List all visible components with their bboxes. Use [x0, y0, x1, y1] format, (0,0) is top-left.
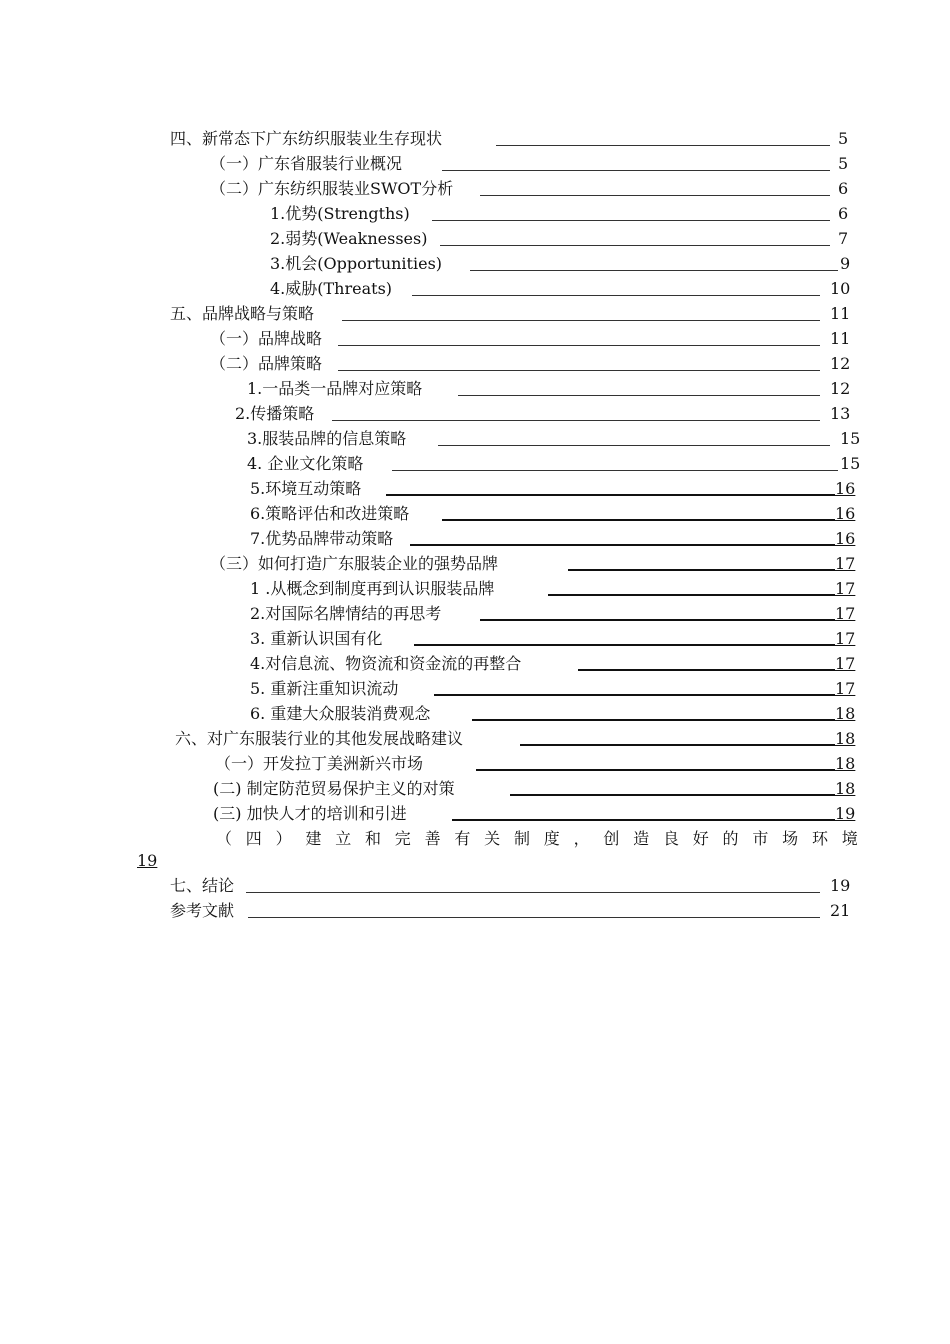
toc-leader-line — [480, 195, 830, 196]
toc-entry[interactable] — [0, 227, 950, 251]
toc-entry-page: 16 — [835, 529, 856, 548]
toc-entry[interactable] — [0, 802, 950, 826]
toc-leader-line — [434, 694, 835, 696]
toc-entry-label: 5.环境互动策略 — [250, 479, 362, 498]
toc-entry[interactable] — [0, 527, 950, 551]
toc-entry-label: （三）如何打造广东服装企业的强势品牌 — [210, 554, 499, 573]
toc-entry[interactable] — [0, 327, 950, 351]
toc-entry-page: 15 — [840, 429, 861, 448]
toc-entry-page: 5 — [838, 129, 849, 148]
toc-entry-page: 11 — [830, 304, 851, 323]
toc-leader-line — [410, 544, 835, 546]
toc-leader-line — [458, 395, 820, 396]
toc-entry-page: 19 — [830, 876, 851, 895]
toc-entry[interactable] — [0, 827, 950, 851]
toc-entry-label: （ 四 ） 建 立 和 完 善 有 关 制 度 ， 创 造 良 好 的 市 场 环 境 — [216, 829, 858, 848]
toc-entry-page: 21 — [830, 901, 851, 920]
toc-entry-page: 17 — [835, 629, 856, 648]
toc-leader-line — [442, 170, 830, 171]
toc-entry[interactable] — [0, 677, 950, 701]
toc-entry-label: 4.威胁(Threats) — [270, 279, 393, 298]
toc-entry-label: 6. 重建大众服装消费观念 — [250, 704, 431, 723]
toc-entry[interactable] — [0, 452, 950, 476]
toc-entry-label: 2.对国际名牌情结的再思考 — [250, 604, 442, 623]
toc-entry[interactable] — [0, 874, 950, 898]
toc-entry-label: （一）开发拉丁美洲新兴市场 — [215, 754, 424, 773]
toc-leader-line — [332, 420, 820, 421]
toc-entry[interactable] — [0, 727, 950, 751]
toc-leader-line — [470, 270, 838, 271]
toc-entry[interactable] — [0, 202, 950, 226]
toc-entry-page: 16 — [835, 479, 856, 498]
toc-entry[interactable] — [0, 502, 950, 526]
toc-leader-line — [496, 145, 830, 146]
toc-leader-line — [442, 519, 835, 521]
toc-entry-label: 参考文献 — [170, 901, 235, 920]
toc-entry-page: 15 — [840, 454, 861, 473]
toc-entry-page: 19 — [137, 851, 158, 870]
toc-leader-line — [472, 719, 835, 721]
toc-entry-label: 7.优势品牌带动策略 — [250, 529, 394, 548]
toc-entry-label: 1.一品类一品牌对应策略 — [247, 379, 423, 398]
toc-entry-page: 17 — [835, 604, 856, 623]
toc-leader-line — [414, 644, 835, 646]
toc-entry-label: 6.策略评估和改进策略 — [250, 504, 410, 523]
toc-entry-page: 18 — [835, 754, 856, 773]
toc-leader-line — [476, 769, 835, 771]
toc-entry-label: 四、新常态下广东纺织服装业生存现状 — [170, 129, 443, 148]
toc-entry-page: 12 — [830, 354, 851, 373]
toc-entry-label: 3.服装品牌的信息策略 — [247, 429, 407, 448]
toc-entry[interactable] — [0, 377, 950, 401]
toc-entry-page: 13 — [830, 404, 851, 423]
toc-entry-label: 六、对广东服装行业的其他发展战略建议 — [175, 729, 464, 748]
toc-entry-page: 17 — [835, 654, 856, 673]
toc-entry-label: (三) 加快人才的培训和引进 — [213, 804, 407, 823]
toc-entry-page: 17 — [835, 554, 856, 573]
toc-leader-line — [338, 345, 820, 346]
toc-leader-line — [412, 295, 820, 296]
toc-entry-page: 5 — [838, 154, 849, 173]
toc-leader-line — [248, 917, 820, 918]
toc-entry[interactable] — [0, 652, 950, 676]
toc-entry-page: 18 — [835, 729, 856, 748]
toc-entry-label: （一）广东省服装行业概况 — [210, 154, 403, 173]
toc-entry-label: 4. 企业文化策略 — [247, 454, 364, 473]
toc-entry-page: 11 — [830, 329, 851, 348]
toc-entry-page: 16 — [835, 504, 856, 523]
toc-entry-page: 18 — [835, 704, 856, 723]
toc-leader-line — [548, 594, 835, 596]
toc-leader-line — [510, 794, 835, 796]
toc-leader-line — [386, 494, 835, 496]
toc-entry[interactable] — [0, 302, 950, 326]
toc-entry[interactable] — [0, 427, 950, 451]
toc-entry-page: 6 — [838, 179, 849, 198]
toc-entry[interactable] — [0, 402, 950, 426]
toc-leader-line — [438, 445, 830, 446]
toc-entry[interactable] — [0, 177, 950, 201]
toc-entry-page: 6 — [838, 204, 849, 223]
toc-leader-line — [578, 669, 835, 671]
toc-entry[interactable] — [0, 899, 950, 923]
toc-entry-page: 17 — [835, 579, 856, 598]
toc-entry-page: 19 — [835, 804, 856, 823]
toc-entry-page: 18 — [835, 779, 856, 798]
toc-entry-label: 3.机会(Opportunities) — [270, 254, 443, 273]
toc-entry[interactable] — [0, 577, 950, 601]
toc-entry[interactable] — [0, 152, 950, 176]
toc-entry[interactable] — [0, 627, 950, 651]
toc-leader-line — [568, 569, 835, 571]
toc-leader-line — [246, 892, 820, 893]
toc-entry-label: （二）品牌策略 — [210, 354, 323, 373]
toc-entry-page: 12 — [830, 379, 851, 398]
toc-entry[interactable] — [0, 477, 950, 501]
toc-entry-label: 2.弱势(Weaknesses) — [270, 229, 428, 248]
toc-leader-line — [520, 744, 835, 746]
toc-entry-label: 五、品牌战略与策略 — [170, 304, 315, 323]
toc-entry-label: 1 .从概念到制度再到认识服装品牌 — [250, 579, 495, 598]
toc-entry[interactable] — [0, 127, 950, 151]
toc-entry-page: 10 — [830, 279, 851, 298]
toc-entry-label: 2.传播策略 — [235, 404, 315, 423]
toc-entry-page: 7 — [838, 229, 849, 248]
toc-entry[interactable] — [0, 702, 950, 726]
toc-entry-page: 17 — [835, 679, 856, 698]
toc-leader-line — [338, 370, 820, 371]
toc-leader-line — [480, 619, 835, 621]
toc-entry-page: 9 — [840, 254, 851, 273]
toc-entry-label: 3. 重新认识国有化 — [250, 629, 383, 648]
toc-entry[interactable] — [0, 277, 950, 301]
toc-entry[interactable] — [0, 552, 950, 576]
toc-leader-line — [432, 220, 830, 221]
toc-entry-label: 1.优势(Strengths) — [270, 204, 410, 223]
toc-entry-label: （一）品牌战略 — [210, 329, 323, 348]
toc-entry[interactable] — [0, 602, 950, 626]
toc-entry-label: 4.对信息流、物资流和资金流的再整合 — [250, 654, 522, 673]
toc-entry-label: （二）广东纺织服装业SWOT分析 — [210, 179, 454, 198]
toc-entry-label: 5. 重新注重知识流动 — [250, 679, 399, 698]
toc-leader-line — [392, 470, 838, 471]
toc-entry-label: (二) 制定防范贸易保护主义的对策 — [213, 779, 455, 798]
toc-entry[interactable] — [0, 252, 950, 276]
toc-leader-line — [440, 245, 830, 246]
toc-leader-line — [342, 320, 820, 321]
toc-leader-line — [452, 819, 835, 821]
toc-entry-label: 七、结论 — [170, 876, 235, 895]
toc-entry[interactable] — [0, 352, 950, 376]
toc-entry[interactable] — [0, 777, 950, 801]
toc-entry[interactable] — [0, 752, 950, 776]
